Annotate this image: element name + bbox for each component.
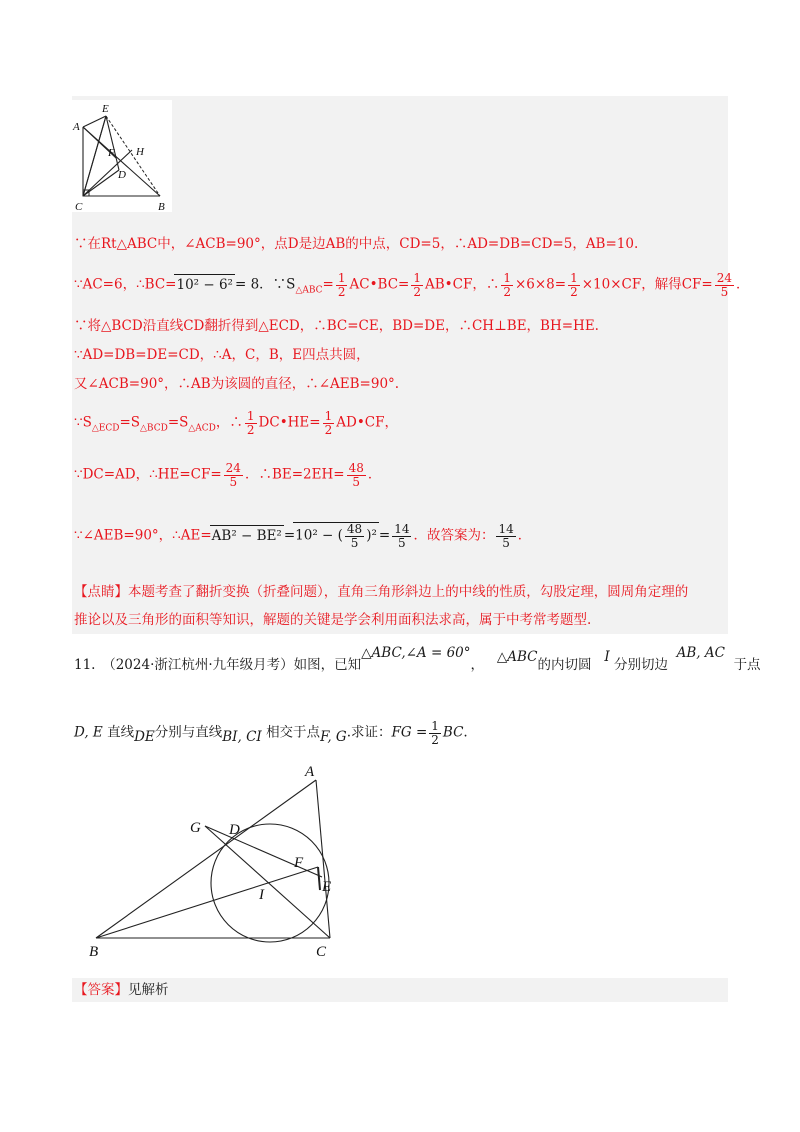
label-C2: C [316, 944, 327, 960]
label-E2: E [322, 879, 332, 895]
label-I: I [259, 887, 264, 903]
label-F2: F [294, 855, 304, 871]
solution-line-5: 又∠ACB=90°，∴AB为该圆的直径，∴∠AEB=90°. [74, 376, 400, 392]
answer-text: 见解析 [128, 982, 169, 998]
note-line-1: 【点睛】本题考查了翻折变换（折叠问题），直角三角形斜边上的中线的性质，勾股定理，圆周角定理的 [74, 584, 689, 600]
note-line-2: 推论以及三角形的面积等知识，解题的关键是学会利用面积法求高，属于中考常考题型. [74, 612, 592, 628]
label-B2: B [89, 944, 99, 960]
label-C: C [75, 201, 83, 212]
solution-line-3: ∵将△BCD沿直线CD翻折得到△ECD，∴BC=CE，BD=DE，∴CH⊥BE，BH=HE. [74, 318, 599, 334]
label-E: E [102, 103, 109, 115]
label-A: A [73, 121, 80, 133]
problem-line-2: D, E 直线DE分别与直线BI, CI 相交于点F, G.求证：FG = $\frac{1}{2}$ BC. [74, 719, 468, 747]
solution-line-1: ∵在Rt△ABC中，∠ACB=90°，点D是边AB的中点，CD=5，∴AD=DB=CD=5，AB=10. [74, 236, 639, 252]
answer-panel [72, 978, 728, 1002]
solution-line-6: $\because S_{\triangle ECD}=S_{\triangle BCD}=S_{\triangle ACD}$，∴ $\frac{1}{2}$ DC•HE= $\frac{1}{2}$ AD•CF， [74, 409, 398, 437]
label-H: H [136, 146, 144, 158]
label-A2: A [305, 764, 315, 780]
answer-tag: 【答案】 [74, 982, 128, 998]
label-D: D [118, 169, 126, 181]
solution-line-2: ∵AC=6，∴BC=10² − 6² = 8．$\because S_{\triangle ABC}=$ $\frac{1}{2}$ AC•BC= $\frac{1}{2}$ AB•CF，∴ $\frac{1}{2}$ ×6×8= $\frac{1}{2}$ ×10×CF，解得CF= $\frac{24}{5}$ ． [74, 271, 750, 299]
solution-line-7: ∵DC=AD，∴HE=CF= $\frac{24}{5}$ ．∴BE=2EH= $\frac{48}{5}$ ． [74, 461, 382, 489]
problem-line-1: 11. （2024·浙江杭州·九年级月考）如图，已知△ABC,∠A = 60°， △ABC的内切圆 I 分别切边 AB, AC 于点 [74, 645, 761, 673]
label-B: B [158, 201, 165, 212]
label-F: F [108, 147, 115, 159]
label-D2: D [229, 822, 240, 838]
solution-line-4: ∵AD=DB=DE=CD，∴A，C，B，E四点共圆， [74, 347, 370, 363]
label-G: G [190, 820, 201, 836]
solution-line-8: ∵∠AEB=90°，∴AE=AB² − BE² =10² − ( $\frac{48}{5}$ )² = $\frac{14}{5}$ ．故答案为： $\frac{14}{5}$ ． [74, 522, 532, 550]
answer-line [74, 980, 169, 1000]
